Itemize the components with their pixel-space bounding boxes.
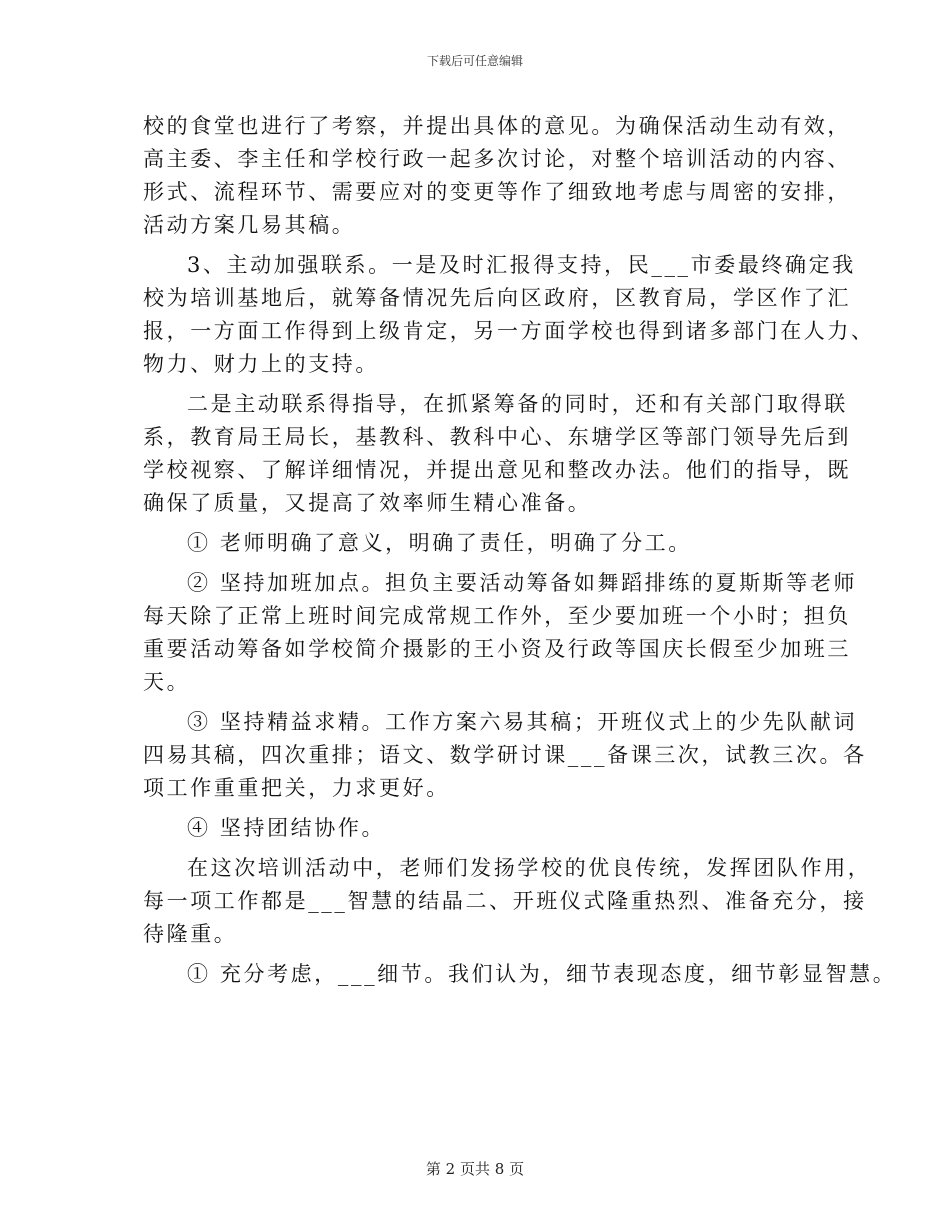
document-body <box>143 110 897 991</box>
text-line: ③ 坚持精益求精。工作方案六易其稿；开班仪式上的少先队献词 <box>187 710 858 734</box>
text-line: 项工作重重把关，力求更好。 <box>143 776 450 800</box>
paragraph <box>143 812 833 845</box>
text-line: 物力、财力上的支持。 <box>143 352 379 376</box>
paragraph <box>143 567 858 699</box>
page-footer: 第 2 页共 8 页 <box>425 1160 525 1178</box>
paragraph <box>143 958 897 991</box>
text-line: ① 老师明确了意义，明确了责任，明确了分工。 <box>187 531 692 555</box>
text-line: 校为培训基地后，就筹备情况先后向区政府，区教育局，学区作了汇 <box>143 286 851 310</box>
text-line: 确保了质量，又提高了效率师生精心准备。 <box>143 491 592 515</box>
text-line: 待隆重。 <box>143 922 238 946</box>
text-line: 在这次培训活动中，老师们发扬学校的优良传统，发挥团队作用， <box>187 856 872 880</box>
text-line: 四易其稿，四次重排；语文、数学研讨课___备课三次，试教三次。各 <box>143 743 867 767</box>
text-line: 天。 <box>143 670 191 694</box>
text-line: 形式、流程环节、需要应对的变更等作了细致地考虑与周密的安排， <box>143 180 851 204</box>
text-line: 报，一方面工作得到上级肯定，另一方面学校也得到诸多部门在人力、 <box>143 319 875 343</box>
text-line: 学校视察、了解详细情况，并提出意见和整改办法。他们的指导，既 <box>143 458 851 482</box>
paragraph <box>143 852 872 951</box>
paragraph <box>143 249 875 381</box>
text-line: 3、主动加强联系。一是及时汇报得支持，民___市委最终确定我 <box>187 253 856 277</box>
text-line: 二是主动联系得指导，在抓紧筹备的同时，还和有关部门取得联 <box>187 392 848 416</box>
text-line: 高主委、李主任和学校行政一起多次讨论，对整个培训活动的内容、 <box>143 147 851 171</box>
paragraph <box>143 388 851 520</box>
paragraph <box>143 527 833 560</box>
text-line: 活动方案几易其稿。 <box>143 213 356 237</box>
text-line: 系，教育局王局长，基教科、教科中心、东塘学区等部门领导先后到 <box>143 425 851 449</box>
text-line: ② 坚持加班加点。担负主要活动筹备如舞蹈排练的夏斯斯等老师 <box>187 571 858 595</box>
text-line: 重要活动筹备如学校简介摄影的王小资及行政等国庆长假至少加班三 <box>143 637 851 661</box>
paragraph <box>143 110 851 242</box>
page-header: 下载后可任意编辑 <box>426 54 523 68</box>
text-line: 校的食堂也进行了考察，并提出具体的意见。为确保活动生动有效， <box>143 114 851 138</box>
text-line: 每天除了正常上班时间完成常规工作外，至少要加班一个小时；担负 <box>143 604 851 628</box>
text-line: 每一项工作都是___智慧的结晶二、开班仪式隆重热烈、准备充分，接 <box>143 889 867 913</box>
text-line: ④ 坚持团结协作。 <box>187 816 386 840</box>
text-line: ① 充分考虑，___细节。我们认为，细节表现态度，细节彰显智慧。 <box>187 962 897 986</box>
paragraph <box>143 706 867 805</box>
